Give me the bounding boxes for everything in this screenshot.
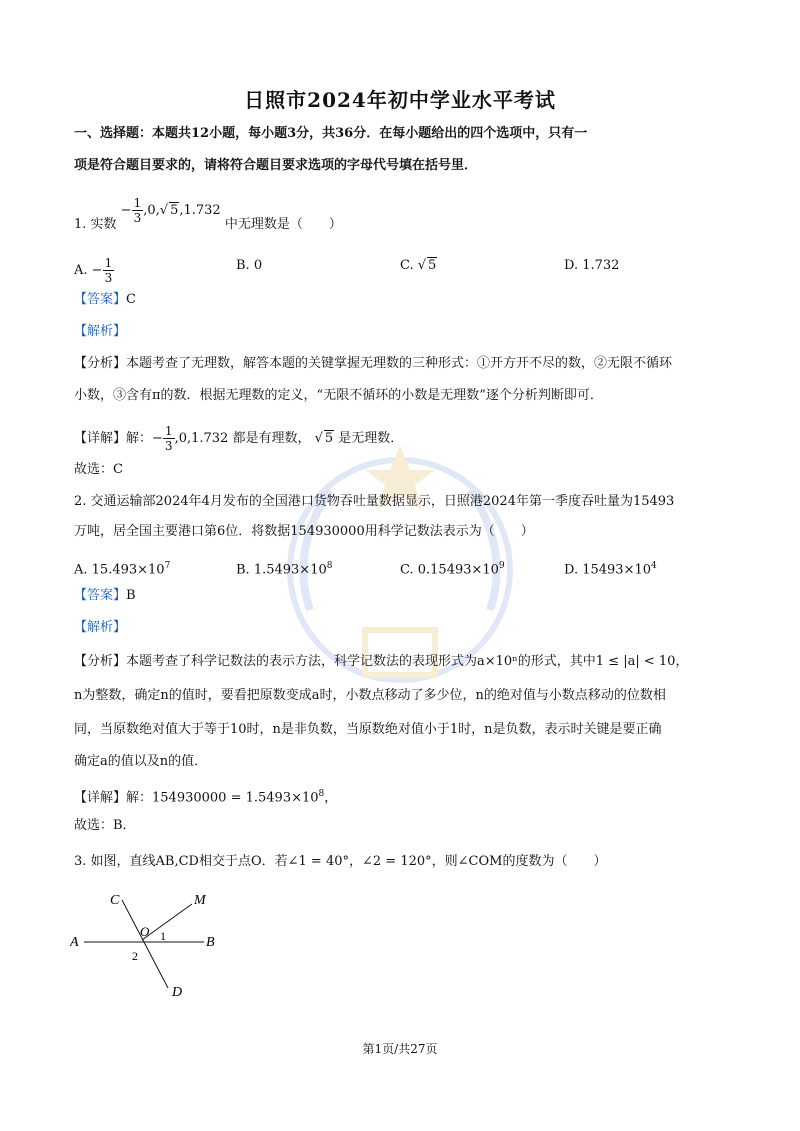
section-heading-line1: 一、选择题：本题共12小题，每小题3分，共36分．在每小题给出的四个选项中，只有一: [74, 126, 588, 141]
label-angle-1: 1: [160, 929, 166, 943]
q1-choose: 故选：C: [74, 462, 123, 477]
page-title: 日照市2024年初中学业水平考试: [244, 88, 556, 112]
section-heading-line2: 项是符合题目要求的，请将符合题目要求选项的字母代号填在括号里．: [74, 158, 478, 173]
q2-fenxi-line3: 同，当原数绝对值大于等于10时，n是非负数，当原数绝对值小于1时，n是负数，表示时关键是要正确: [74, 722, 662, 737]
q2-option-b: B. $1.5493\times 10^8$: [236, 561, 333, 578]
q2-fenxi-line2: n为整数，确定n的值时，要看把原数变成a时，小数点移动了多少位，n的绝对值与小数点移动的位数相: [74, 688, 666, 703]
page-footer: 第1页/共27页: [362, 1042, 438, 1056]
q2-option-d: D. $15493\times 10^4$: [564, 561, 657, 578]
q2-option-a: A. $15.493\times 10^7$: [74, 561, 171, 578]
q1-fraction: $\frac{1}{3}$: [133, 196, 142, 225]
label-a: A: [70, 935, 79, 950]
label-angle-2: 2: [132, 949, 138, 963]
q1-option-b: B. 0: [236, 258, 263, 273]
q1-fenxi-line1: 【分析】本题考查了无理数，解答本题的关键掌握无理数的三种形式：①开方开不尽的数，②无限不循环: [74, 356, 673, 371]
q2-detail: 【详解】解：$154930000 = 1.5493\times 10^8$，: [74, 789, 338, 806]
label-b: B: [206, 935, 215, 950]
q1-option-d: D. 1.732: [564, 258, 620, 273]
label-m: M: [194, 893, 206, 908]
q1-fenxi-line2: 小数，③含有π的数．根据无理数的定义，“无限不循环的小数是无理数”逐个分析判断即可．: [74, 388, 603, 403]
q2-fenxi-line1: 【分析】本题考查了科学记数法的表示方法，科学记数法的表现形式为a×10ⁿ的形式，其中1 ≤ |a| < 10，: [74, 654, 689, 669]
q1-answer: 【答案】C: [74, 292, 136, 307]
q3-figure: [70, 880, 240, 1005]
label-o: O: [140, 924, 150, 939]
q1-suffix: 中无理数是（ ）: [224, 217, 342, 232]
q2-line2: 万吨，居全国主要港口第6位．将数据154930000用科学记数法表示为（ ）: [74, 524, 534, 539]
label-c: C: [110, 893, 120, 908]
q1-option-a: A. − $\frac{1}{3}$: [74, 256, 113, 285]
label-d: D: [172, 985, 183, 1000]
q2-choose: 故选：B．: [74, 818, 136, 833]
q3-line1: 3. 如图，直线AB,CD相交于点O．若∠1 = 40°，∠2 = 120°，则∠COM的度数为（ ）: [74, 854, 607, 869]
q2-fenxi-line4: 确定a的值以及n的值．: [74, 754, 208, 769]
q2-analysis-tag: 【解析】: [74, 620, 127, 635]
q1-prefix: 1. 实数: [74, 217, 117, 232]
q2-line1: 2. 交通运输部2024年4月发布的全国港口货物吞吐量数据显示，日照港2024年第一季度吞吐量为15493: [74, 494, 675, 509]
line-cd: [122, 900, 168, 988]
q1-option-c: C. √ 5: [400, 258, 437, 273]
q1-detail: 【详解】解：− $\frac{1}{3}$ ,0,1.732 都是有理数， √ 5 是无理数．: [74, 424, 404, 453]
q2-option-c: C. $0.15493\times 10^9$: [400, 561, 505, 578]
ray-om: [142, 904, 192, 940]
q2-answer: 【答案】B: [74, 588, 136, 603]
q1-numbers: − $\frac{1}{3}$ ,0,√ 5,1.732: [120, 196, 221, 225]
q1-analysis-tag: 【解析】: [74, 324, 127, 339]
question-1: [74, 196, 342, 239]
